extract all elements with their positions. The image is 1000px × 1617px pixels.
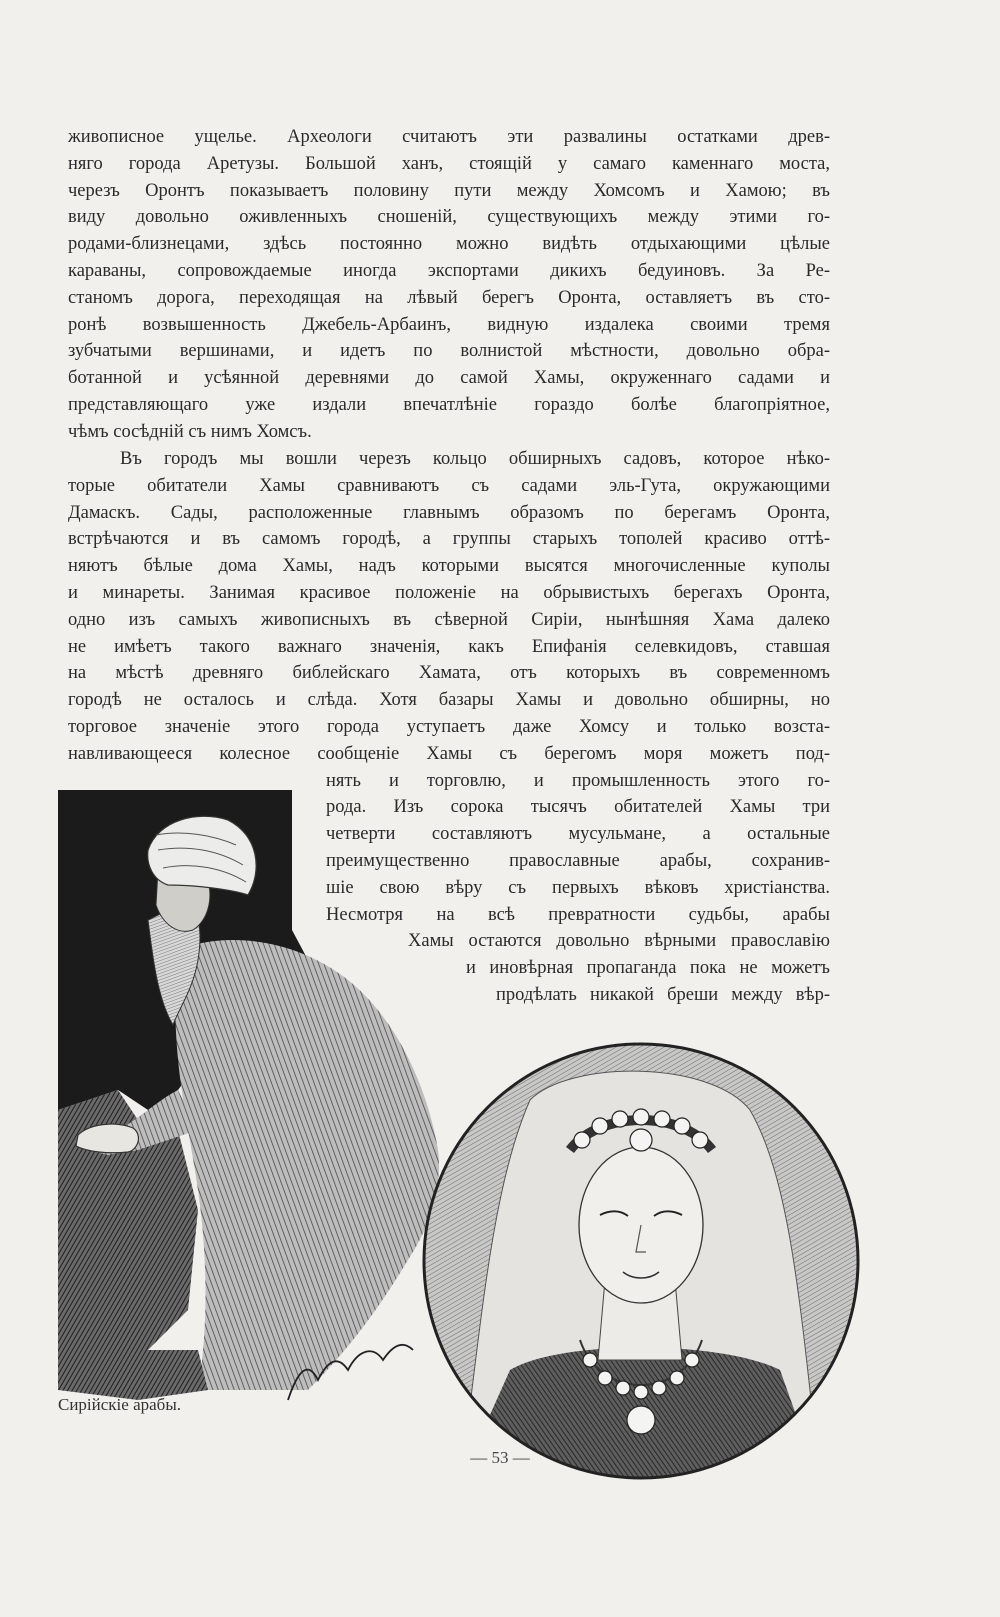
text-line: Хамы остаются довольно вѣрными православію [408, 931, 830, 952]
text-line: и минареты. Занимая красивое положеніе на обрывистыхъ берегахъ Оронта, [68, 582, 830, 603]
text-line: няютъ бѣлые дома Хамы, надъ которыми высятся многочисленные куполы [68, 556, 830, 577]
text-line: родами-близнецами, здѣсь постоянно можно видѣть отдыхающими цѣлые [68, 234, 830, 255]
text-line: Въ городъ мы вошли черезъ кольцо обширныхъ садовъ, которое нѣко- [120, 449, 830, 469]
text-line: рода. Изъ сорока тысячъ обитателей Хамы три [326, 797, 830, 818]
text-line: зубчатыми вершинами, и идетъ по волнистой мѣстности, довольно обра- [68, 341, 830, 362]
text-line: чѣмъ сосѣдній съ нимъ Хомсъ. [68, 421, 312, 442]
text-line: Несмотря на всѣ превратности судьбы, арабы [326, 904, 830, 925]
text-line: одно изъ самыхъ живописныхъ въ сѣверной Сиріи, нынѣшняя Хама далеко [68, 609, 830, 630]
text-line: и иновѣрная пропаганда пока не можетъ [466, 958, 830, 979]
illustration-caption: Сирійскіе арабы. [58, 1395, 181, 1414]
text-line: ботанной и усѣянной деревнями до самой Хамы, окруженнаго садами и [68, 368, 830, 389]
text-line: на мѣстѣ древняго библейскаго Хамата, отъ которыхъ въ современномъ [68, 663, 830, 684]
text-line: городѣ не осталось и слѣда. Хотя базары Хамы и довольно обширны, но [68, 690, 830, 711]
arab-man-illustration [58, 790, 448, 1440]
text-line: не имѣетъ такого важнаго значенія, какъ Епифанія селевкидовъ, ставшая [68, 636, 830, 657]
text-line: продѣлать никакой бреши между вѣр- [496, 984, 830, 1005]
text-line: торые обитатели Хамы сравниваютъ съ садами эль-Гута, окружающими [68, 475, 830, 496]
text-line: преимущественно православные арабы, сохранив- [326, 850, 830, 871]
text-line: няго города Аретузы. Большой ханъ, стоящій у самаго каменнаго моста, [68, 153, 830, 174]
text-line: встрѣчаются и въ самомъ городѣ, а группы старыхъ тополей красиво оттѣ- [68, 529, 830, 550]
text-line: Дамаскъ. Сады, расположенные главнымъ образомъ по берегамъ Оронта, [68, 502, 830, 523]
text-line: ронѣ возвышенность Джебель-Арбаинъ, видную издалека своими тремя [68, 314, 830, 335]
text-line: торговое значеніе этого города уступаетъ даже Хомсу и только возста- [68, 716, 830, 737]
text-line: нять и торговлю, и промышленность этого го- [326, 770, 830, 791]
text-line: четверти составляютъ мусульмане, а остальные [326, 824, 830, 845]
text-line: станомъ дорога, переходящая на лѣвый берегъ Оронта, оставляетъ въ сто- [68, 287, 830, 308]
text-line: живописное ущелье. Археологи считаютъ эти развалины остатками древ- [68, 127, 830, 147]
text-line: черезъ Оронтъ показываетъ половину пути между Хомсомъ и Хамою; въ [68, 180, 830, 201]
text-line: представляющаго уже издали впечатлѣніе гораздо болѣе благопріятное, [68, 394, 830, 415]
text-line: шіе свою вѣру съ первыхъ вѣковъ христіанства. [326, 877, 830, 898]
text-line: виду довольно оживленныхъ сношеній, существующихъ между этими го- [68, 207, 830, 228]
text-line: караваны, сопровождаемые иногда экспортами дикихъ бедуиновъ. За Ре- [68, 260, 830, 281]
page-number: — 53 — [470, 1448, 530, 1467]
paragraph-1 [68, 124, 830, 446]
text-line: навливающееся колесное сообщеніе Хамы съ берегомъ моря можетъ под- [68, 743, 830, 764]
arab-woman-medallion [420, 1040, 862, 1482]
